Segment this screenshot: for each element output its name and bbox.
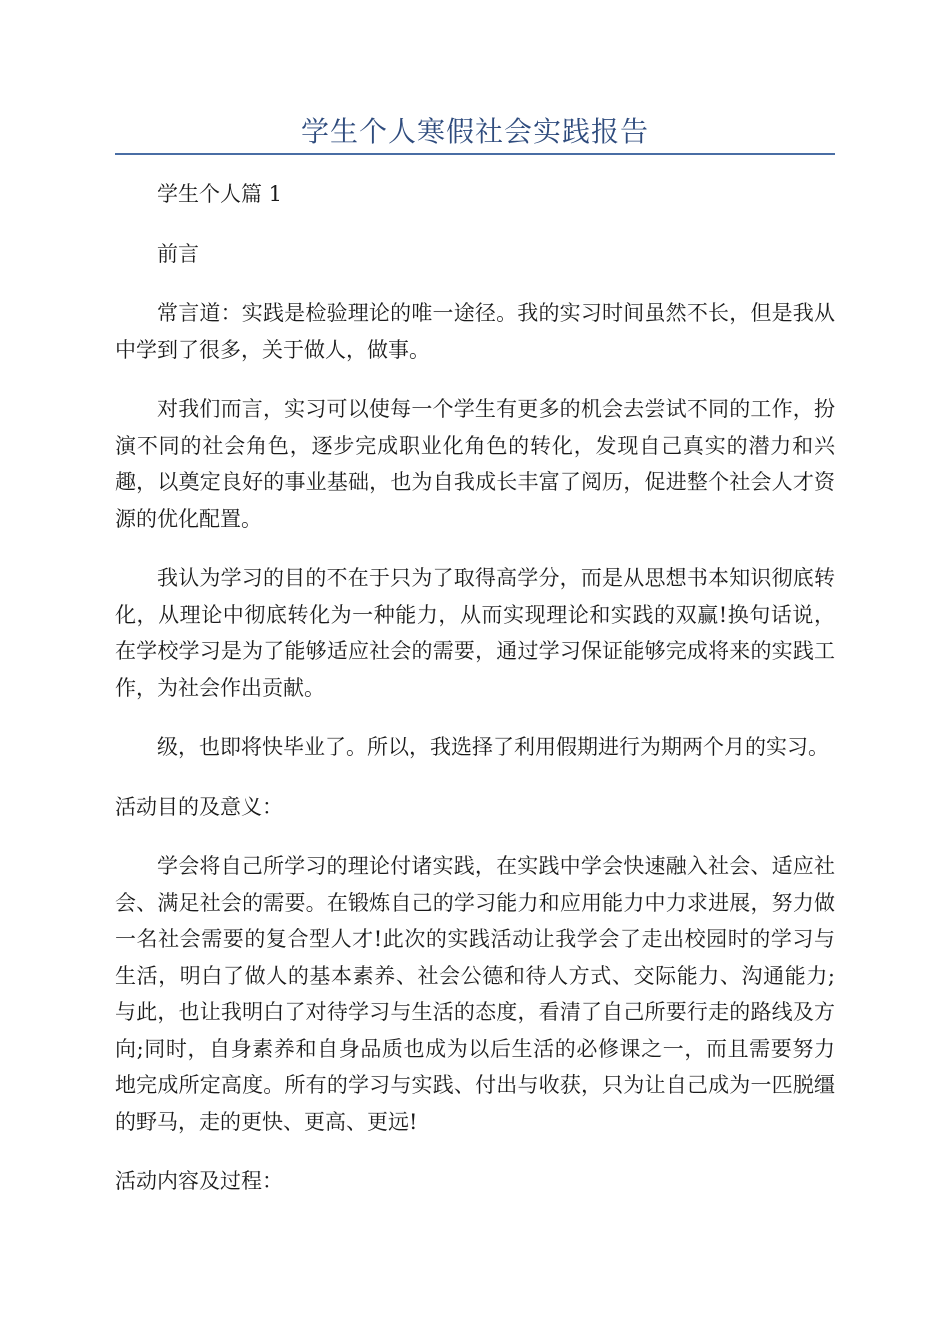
content-heading: 活动内容及过程：	[115, 1169, 283, 1193]
paragraph: 常言道：实践是检验理论的唯一途径。我的实习时间虽然不长，但是我从中学到了很多，关于做人，做事。	[115, 301, 835, 362]
paragraph: 我认为学习的目的不在于只为了取得高学分，而是从思想书本知识彻底转化，从理论中彻底转化为一种能力，从而实现理论和实践的双赢!换句话说，在学校学习是为了能够适应社会的需要，通过学习保证能够完成将来的实践工作，为社会作出贡献。	[115, 566, 835, 700]
purpose-heading: 活动目的及意义：	[115, 794, 283, 819]
paragraph: 级，也即将快毕业了。所以，我选择了利用假期进行为期两个月的实习。	[157, 735, 829, 759]
document-title: 学生个人寒假社会实践报告	[300, 115, 649, 148]
preface-heading: 前言	[157, 241, 199, 266]
document-body	[115, 176, 835, 1223]
purpose-paragraph: 学会将自己所学习的理论付诸实践，在实践中学会快速融入社会、适应社会、满足社会的需要。在锻炼自己的学习能力和应用能力中力求进展，努力做一名社会需要的复合型人才!此次的实践活动让我学会了走出校园时的学习与生活，明白了做人的基本素养、社会公德和待人方式、交际能力、沟通能力;与此，也让我明白了对待学习与生活的态度，看清了自己所要行走的路线及方向;同时，自身素养和自身品质也成为以后生活的必修课之一，而且需要努力地完成所定高度。所有的学习与实践、付出与收获，只为让自己成为一匹脱缰的野马，走的更快、更高、更远!	[115, 854, 835, 1134]
paragraph: 对我们而言，实习可以使每一个学生有更多的机会去尝试不同的工作，扮演不同的社会角色，逐步完成职业化角色的转化，发现自己真实的潜力和兴趣，以奠定良好的事业基础，也为自我成长丰富了阅历，促进整个社会人才资源的优化配置。	[115, 397, 835, 531]
section-heading: 学生个人篇 1	[157, 182, 283, 206]
title-underline	[115, 153, 835, 155]
